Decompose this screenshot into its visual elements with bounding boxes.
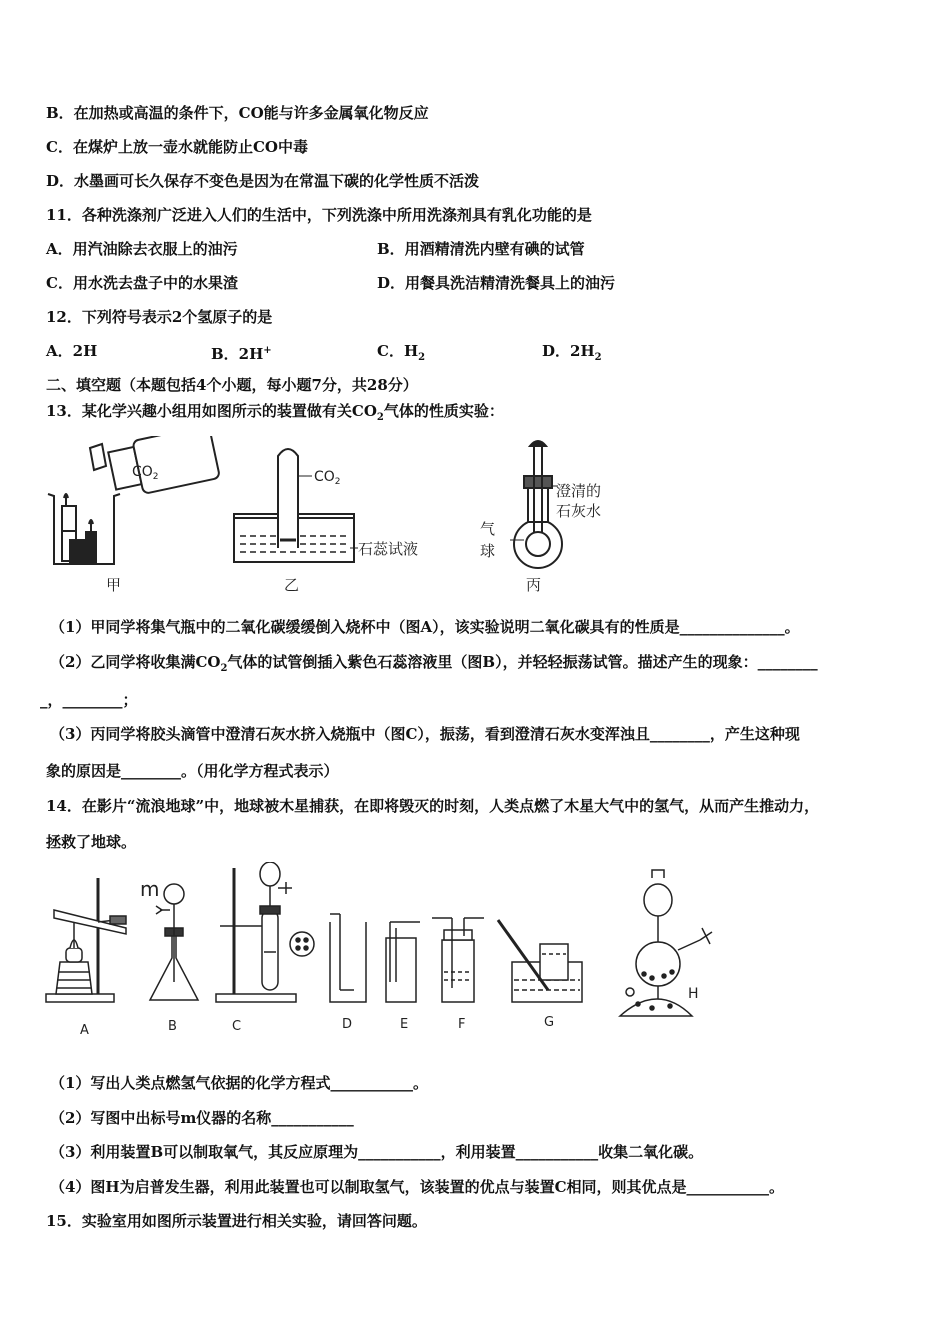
- label-m: m: [140, 877, 160, 901]
- q13-part2: （2）乙同学将收集满$CO_2$气体的试管倒插入紫色石蕊溶液里（图B），并轻轻振荡试管。描述产生的现象：________: [50, 653, 818, 674]
- q13-part3b: 象的原因是________。（用化学方程式表示）: [46, 762, 339, 780]
- q13-figure: [40, 436, 640, 596]
- q14-part2: （2）写图中出标号m仪器的名称___________: [50, 1109, 354, 1127]
- q13-part3a: （3）丙同学将胶头滴管中澄清石灰水挤入烧瓶中（图C），振荡，看到澄清石灰水变浑浊且________，产生这种现: [50, 725, 800, 743]
- q11-option-b: B．用酒精清洗内壁有碘的试管: [377, 240, 585, 258]
- q14-part1: （1）写出人类点燃氢气依据的化学方程式___________。: [50, 1074, 428, 1092]
- q12-option-a: A．2H: [46, 342, 98, 360]
- q14-figure: [40, 862, 740, 1042]
- label-co2-bottle: $CO_2$: [132, 464, 159, 482]
- q13-part1: （1）甲同学将集气瓶中的二氧化碳缓缓倒入烧杯中（图A），该实验说明二氧化碳具有的性质是______________。: [50, 618, 800, 636]
- q11-stem: 11．各种洗涤剂广泛进入人们的生活中，下列洗涤中所用洗涤剂具有乳化功能的是: [46, 206, 592, 224]
- q11-option-a: A．用汽油除去衣服上的油污: [46, 240, 238, 258]
- q12-option-c: C．$H_2$: [377, 342, 426, 363]
- label-yi: 乙: [284, 576, 300, 594]
- label-fig-b: B: [168, 1019, 177, 1034]
- label-fig-c: C: [232, 1019, 242, 1034]
- q13-stem: 13．某化学兴趣小组用如图所示的装置做有关$CO_2$气体的性质实验：: [46, 402, 504, 423]
- label-jia: 甲: [106, 576, 122, 594]
- label-co2-tube: $CO_2$: [314, 469, 341, 487]
- apparatus-c: [216, 862, 314, 1002]
- label-balloon-2: 球: [480, 542, 496, 560]
- q13-part2-cont: _，________；: [40, 691, 138, 709]
- q14-stem-b: 拯救了地球。: [46, 833, 137, 851]
- label-litmus: 石蕊试液: [358, 540, 419, 558]
- q14-stem-a: 14．在影片“流浪地球”中，地球被木星捕获，在即将毁灭的时刻，人类点燃了木星大气中的氢气，从而产生推动力，: [46, 797, 820, 815]
- apparatus-jia: [48, 436, 220, 564]
- apparatus-yi: [234, 449, 358, 562]
- q15-stem: 15．实验室用如图所示装置进行相关实验，请回答问题。: [46, 1212, 427, 1230]
- q14-part4: （4）图H为启普发生器，利用此装置也可以制取氢气，该装置的优点与装置C相同，则其优点是___________。: [50, 1178, 785, 1196]
- label-fig-g: G: [544, 1015, 555, 1030]
- q11-option-d: D．用餐具洗洁精清洗餐具上的油污: [377, 274, 616, 292]
- section-heading: 二、填空题（本题包括4个小题，每小题7分，共28分）: [46, 376, 418, 394]
- label-fig-a: A: [80, 1023, 89, 1038]
- label-fig-e: E: [400, 1017, 409, 1032]
- apparatus-d: [330, 914, 366, 1002]
- label-fig-h: H: [688, 986, 699, 1002]
- label-balloon-1: 气: [480, 520, 496, 538]
- apparatus-b: [150, 884, 198, 1000]
- q10-option-d: D．水墨画可长久保存不变色是因为在常温下碳的化学性质不活泼: [46, 172, 480, 190]
- q10-option-b: B．在加热或高温的条件下，CO能与许多金属氧化物反应: [46, 104, 429, 122]
- label-fig-d: D: [342, 1017, 353, 1032]
- q10-option-c: C．在煤炉上放一壶水就能防止CO中毒: [46, 138, 308, 156]
- q12-option-b: B．2H+: [211, 345, 272, 363]
- apparatus-f: [432, 918, 484, 1002]
- apparatus-a: [46, 878, 126, 1002]
- q14-part3: （3）利用装置B可以制取氧气，其反应原理为___________，利用装置___________收集二氧化碳。: [50, 1143, 704, 1161]
- label-limewater-2: 石灰水: [556, 502, 602, 520]
- q12-stem: 12．下列符号表示2个氢原子的是: [46, 308, 273, 326]
- label-fig-f: F: [458, 1017, 466, 1032]
- q12-option-d: D．$2H_2$: [542, 342, 602, 363]
- label-bing: 丙: [526, 576, 542, 594]
- apparatus-g: [498, 920, 582, 1002]
- apparatus-bing: [510, 441, 562, 568]
- label-limewater-1: 澄清的: [556, 482, 602, 500]
- q11-option-c: C．用水洗去盘子中的水果渣: [46, 274, 238, 292]
- apparatus-e: [386, 922, 420, 1002]
